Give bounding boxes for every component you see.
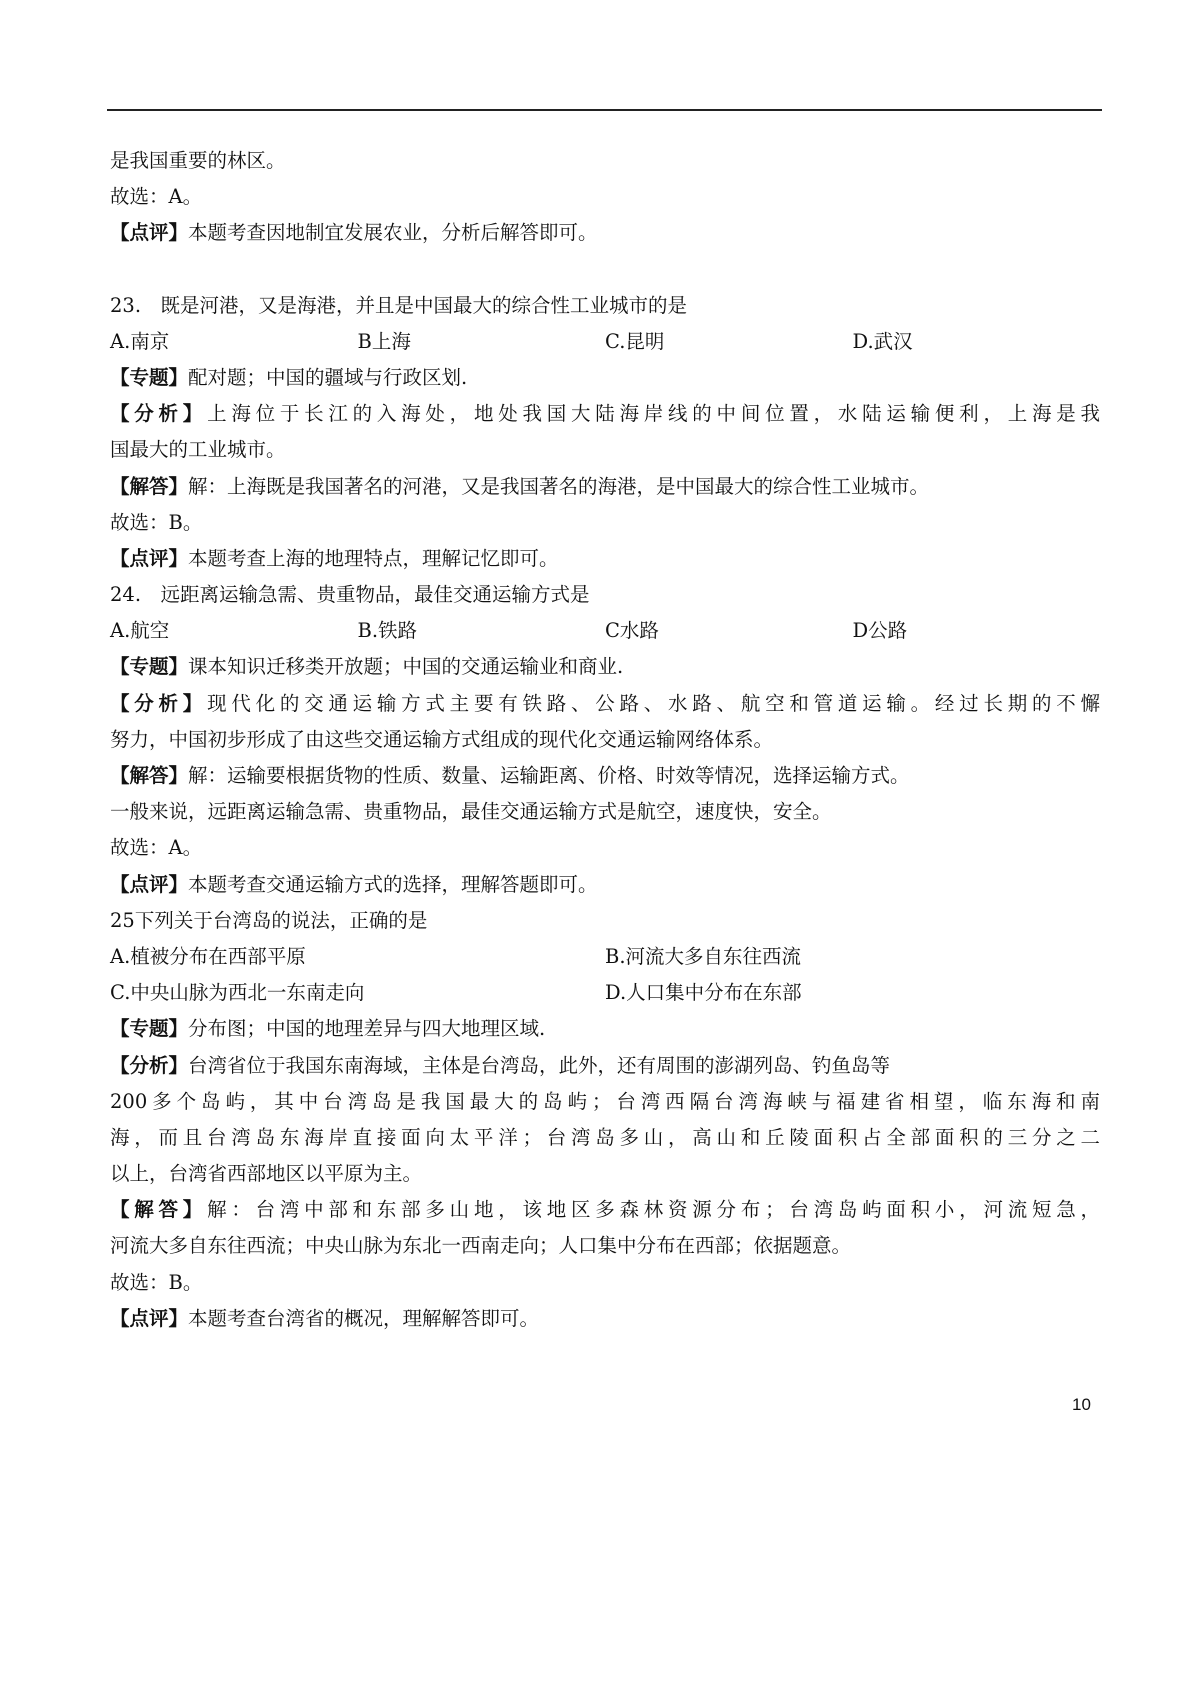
option-d: D公路 [852,619,908,643]
comment-line [110,541,1100,577]
analysis-text: 现代化的交通运输方式主要有铁路、公路、水路、航空和管道运输。经过长期的不懈 [207,691,1100,715]
topic-line [110,1011,1100,1047]
topic-line [110,360,1100,396]
option-c: C.昆明 [605,329,665,353]
solution-text: 解：上海既是我国著名的河港，又是我国著名的海港，是中国最大的综合性工业城市。 [188,474,930,498]
comment-line [110,215,1100,251]
question-24-options [110,613,1100,649]
topic-text: 分布图；中国的地理差异与四大地理区域. [188,1017,546,1041]
option-b: B.河流大多自东往西流 [605,944,802,968]
option-b: B.铁路 [357,619,418,643]
analysis-line [110,396,1100,432]
analysis-line [110,686,1100,722]
page-number: 10 [1072,1395,1091,1414]
solution-text: 解：台湾中部和东部多山地，该地区多森林资源分布；台湾岛屿面积小，河流短急， [207,1198,1100,1222]
question-25-options-row2 [110,975,1100,1011]
answer-line: 故选：A。 [110,836,203,860]
solution-line [110,469,1100,505]
solution-tag: 【解答】 [110,764,189,787]
comment-line [110,867,1100,903]
topic-tag: 【专题】 [110,365,189,389]
comment-tag: 【点评】 [110,546,189,570]
analysis-line-cont: 海，而且台湾岛东海岸直接面向太平洋；台湾岛多山，高山和丘陵面积占全部面积的三分之二 [110,1125,1100,1149]
comment-text: 本题考查因地制宜发展农业，分析后解答即可。 [188,221,598,245]
solution-tag: 【解答】 [110,1198,208,1222]
question-24: 24. 远距离运输急需、贵重物品，最佳交通运输方式是 [110,583,590,607]
option-a: A.航空 [110,619,170,643]
topic-tag: 【专题】 [110,655,189,679]
question-23: 23. 既是河港，又是海港，并且是中国最大的综合性工业城市的是 [110,293,688,317]
question-25-options-row1 [110,939,1100,975]
comment-tag: 【点评】 [110,1306,189,1330]
answer-line: 故选：B。 [110,510,203,534]
document-body [110,143,1100,1337]
comment-line [110,1301,1100,1337]
analysis-line-cont: 国最大的工业城市。 [110,438,286,462]
answer-line: 故选：A。 [110,185,203,209]
comment-text: 本题考查交通运输方式的选择，理解答题即可。 [188,872,598,896]
spacer [110,252,1100,288]
option-d: D.武汉 [852,329,913,353]
solution-line-cont: 一般来说，远距离运输急需、贵重物品，最佳交通运输方式是航空，速度快，安全。 [110,800,832,824]
topic-tag: 【专题】 [110,1017,189,1041]
header-rule [107,109,1102,111]
analysis-line-cont: 以上，台湾省西部地区以平原为主。 [110,1162,423,1186]
analysis-tag: 【分析】 [110,1053,189,1077]
topic-text: 课本知识迁移类开放题；中国的交通运输业和商业. [188,655,624,679]
analysis-line [110,1048,1100,1084]
solution-text: 解：运输要根据货物的性质、数量、运输距离、价格、时效等情况，选择运输方式。 [188,764,910,787]
solution-tag: 【解答】 [110,474,189,498]
comment-tag: 【点评】 [110,872,189,896]
comment-tag: 【点评】 [110,221,189,245]
option-c: C.中央山脉为西北一东南走向 [110,981,365,1005]
option-b: B上海 [357,329,411,353]
question-23-options [110,324,1100,360]
analysis-text: 上海位于长江的入海处，地处我国大陆海岸线的中间位置，水陆运输便利，上海是我 [207,402,1100,426]
text-line: 是我国重要的林区。 [110,149,286,172]
option-a: A.植被分布在西部平原 [110,944,306,968]
comment-text: 本题考查上海的地理特点，理解记忆即可。 [188,546,559,570]
solution-line-cont: 河流大多自东往西流；中央山脉为东北一西南走向；人口集中分布在西部；依据题意。 [110,1234,852,1258]
option-d: D.人口集中分布在东部 [605,981,802,1005]
option-a: A.南京 [110,329,170,353]
analysis-line-cont: 努力，中国初步形成了由这些交通运输方式组成的现代化交通运输网络体系。 [110,727,774,751]
answer-line: 故选：B。 [110,1270,203,1294]
solution-line [110,1192,1100,1228]
question-25: 25下列关于台湾岛的说法，正确的是 [110,908,428,932]
analysis-tag: 【分析】 [110,402,208,426]
analysis-text: 台湾省位于我国东南海域，主体是台湾岛，此外，还有周围的澎湖列岛、钓鱼岛等 [188,1053,891,1077]
topic-text: 配对题；中国的疆域与行政区划. [188,365,468,389]
comment-text: 本题考查台湾省的概况，理解解答即可。 [188,1306,540,1330]
analysis-tag: 【分析】 [110,691,208,715]
analysis-line-cont: 200多个岛屿，其中台湾岛是我国最大的岛屿；台湾西隔台湾海峡与福建省相望，临东海和南 [110,1089,1100,1113]
topic-line [110,649,1100,685]
solution-line [110,758,1100,794]
option-c: C水路 [605,619,659,643]
